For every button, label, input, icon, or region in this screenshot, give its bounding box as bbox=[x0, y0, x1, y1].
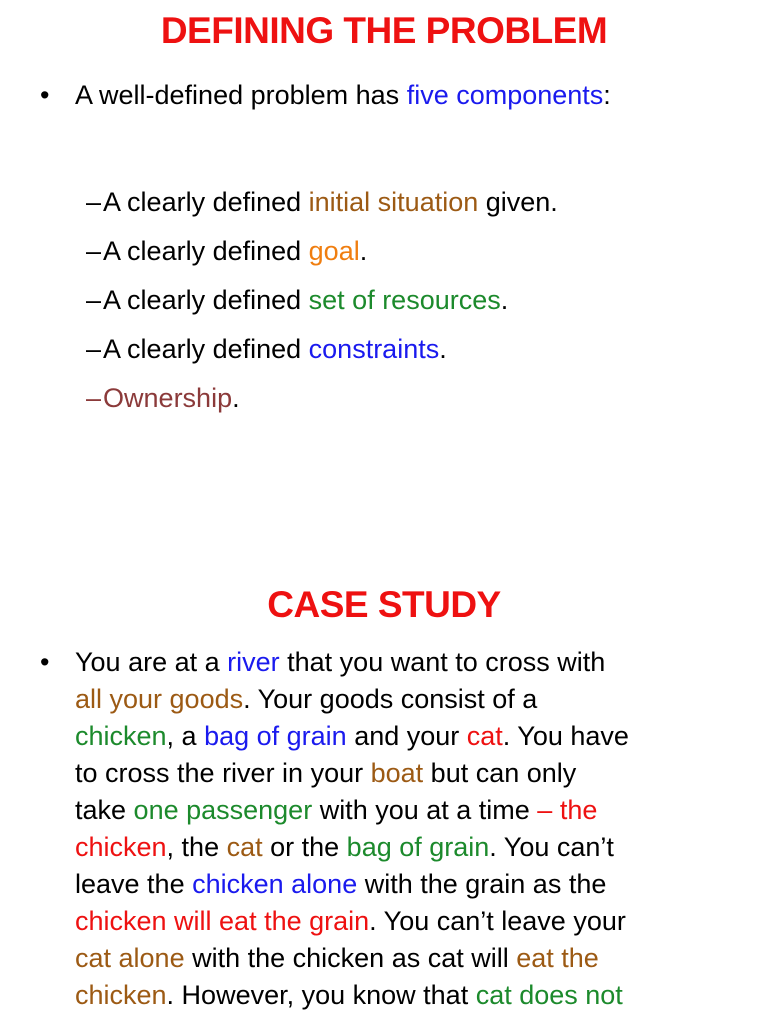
component-suffix: . bbox=[232, 383, 240, 413]
component-item bbox=[86, 374, 558, 423]
intro-bullet bbox=[40, 82, 611, 109]
case-study-line bbox=[75, 755, 768, 792]
case-study-segment: cat alone bbox=[75, 943, 185, 973]
case-study-segment: cat bbox=[226, 832, 263, 862]
component-suffix: . bbox=[439, 334, 447, 364]
case-study-line bbox=[75, 644, 768, 681]
component-highlight: goal bbox=[308, 236, 360, 266]
case-study-line bbox=[75, 977, 768, 1014]
case-study-segment: chicken bbox=[75, 832, 167, 862]
component-suffix: . bbox=[359, 236, 368, 266]
component-item bbox=[86, 276, 558, 325]
case-study-segment: with the chicken as cat will bbox=[184, 943, 517, 973]
case-study-line bbox=[75, 681, 768, 718]
component-prefix: A clearly defined bbox=[103, 334, 309, 364]
dash-icon: – bbox=[86, 334, 102, 364]
case-study-segment: leave the bbox=[75, 869, 193, 899]
case-study-line bbox=[75, 792, 768, 829]
component-suffix: . bbox=[500, 285, 509, 315]
case-study-segment: . You can’t leave your bbox=[369, 906, 626, 936]
section-title-case-study: CASE STUDY bbox=[267, 584, 501, 625]
case-study-segment: that you want to cross with bbox=[279, 647, 606, 677]
case-study-segment: but can only bbox=[423, 758, 577, 788]
intro-suffix: : bbox=[603, 80, 611, 110]
case-study-segment: . You have bbox=[502, 721, 629, 751]
component-prefix: A clearly defined bbox=[103, 285, 309, 315]
component-highlight: constraints bbox=[308, 334, 440, 364]
component-item bbox=[86, 227, 558, 276]
case-study-segment: eat the bbox=[516, 943, 599, 973]
dash-icon: – bbox=[86, 236, 102, 266]
component-highlight: Ownership bbox=[103, 383, 233, 413]
case-study-segment: chicken alone bbox=[192, 869, 358, 899]
dash-icon: – bbox=[86, 383, 102, 413]
case-study-segment: bag of grain bbox=[346, 832, 490, 862]
case-study-segment: take bbox=[75, 795, 134, 825]
case-study-segment: one passenger bbox=[133, 795, 313, 825]
component-item bbox=[86, 325, 558, 374]
dash-icon: – bbox=[86, 187, 102, 217]
component-suffix: given. bbox=[478, 187, 558, 217]
component-highlight: initial situation bbox=[308, 187, 479, 217]
intro-text: A well-defined problem has bbox=[75, 80, 407, 110]
case-study-segment: river bbox=[227, 647, 280, 677]
case-study-segment: with you at a time bbox=[312, 795, 538, 825]
case-study-segment: . Your goods consist of a bbox=[243, 684, 538, 714]
case-study-segment: to cross the river in your bbox=[75, 758, 371, 788]
case-study-paragraph bbox=[75, 644, 768, 1014]
case-study-segment: . You can’t bbox=[489, 832, 614, 862]
case-study-segment: with the grain as the bbox=[357, 869, 607, 899]
case-study-segment: boat bbox=[370, 758, 424, 788]
case-study-segment: chicken bbox=[75, 980, 167, 1010]
bullet-icon: • bbox=[40, 647, 50, 677]
case-study-segment: cat bbox=[466, 721, 503, 751]
case-study-segment: and your bbox=[346, 721, 467, 751]
case-study-segment: . However, you know that bbox=[166, 980, 476, 1010]
case-study-segment: cat does not bbox=[475, 980, 623, 1010]
case-study-line bbox=[75, 940, 768, 977]
section-title-defining-the-problem: DEFINING THE PROBLEM bbox=[160, 10, 608, 51]
case-study-segment: all your goods bbox=[75, 684, 244, 714]
case-study-line bbox=[75, 718, 768, 755]
case-study-segment: chicken will eat the grain bbox=[75, 906, 370, 936]
case-study-segment: , the bbox=[166, 832, 227, 862]
bullet-icon: • bbox=[40, 80, 50, 110]
case-study-segment: , a bbox=[166, 721, 205, 751]
dash-icon: – bbox=[86, 285, 102, 315]
case-study-line bbox=[75, 829, 768, 866]
case-study-segment: or the bbox=[262, 832, 347, 862]
case-study-line bbox=[75, 903, 768, 940]
case-study-segment: chicken bbox=[75, 721, 167, 751]
component-prefix: A clearly defined bbox=[103, 236, 309, 266]
case-study-segment: bag of grain bbox=[204, 721, 347, 751]
case-study-segment: You are at a bbox=[75, 647, 228, 677]
component-prefix: A clearly defined bbox=[103, 187, 309, 217]
case-study-segment: – the bbox=[537, 795, 598, 825]
intro-highlight: five components bbox=[406, 80, 604, 110]
components-list bbox=[86, 178, 558, 423]
component-highlight: set of resources bbox=[308, 285, 501, 315]
component-item bbox=[86, 178, 558, 227]
case-study-line bbox=[75, 866, 768, 903]
